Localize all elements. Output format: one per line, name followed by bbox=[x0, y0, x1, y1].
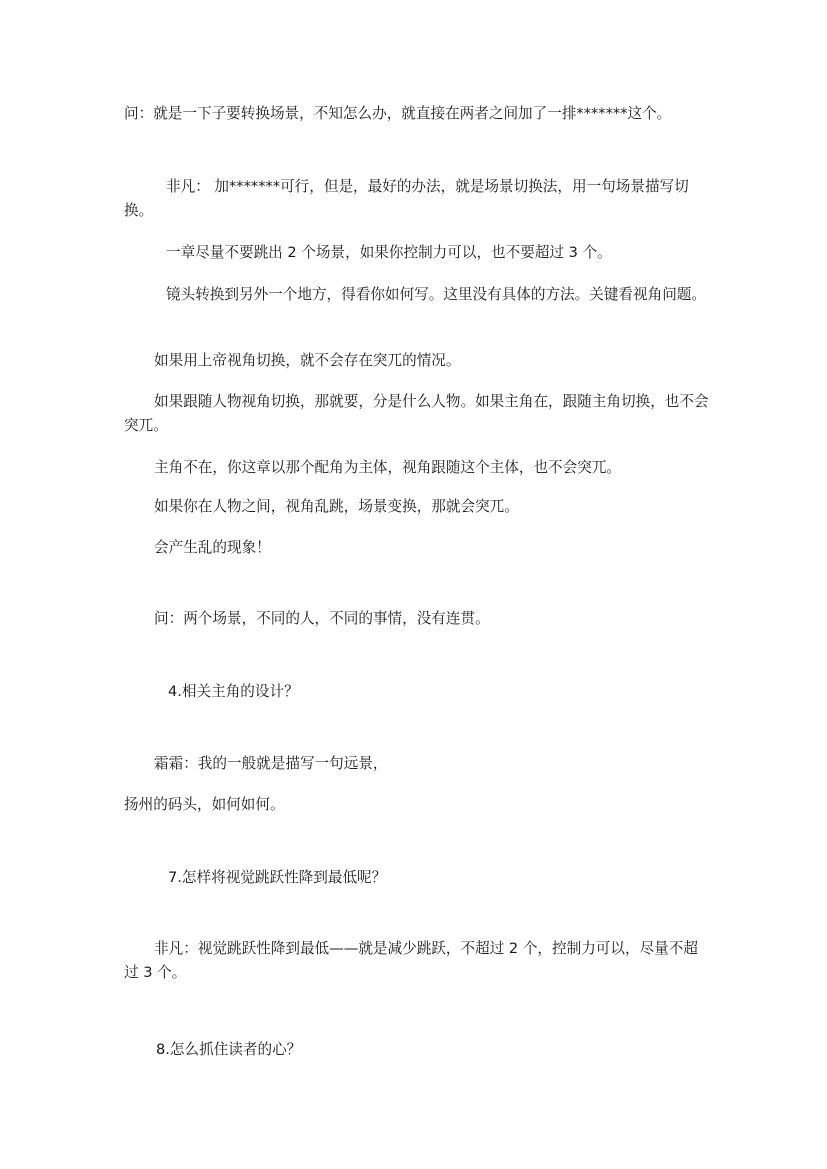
heading-protagonist-design: 4.相关主角的设计？ bbox=[168, 683, 299, 700]
paragraph-question-scene-switch: 问：就是一下子要转换场景，不知怎么办，就直接在两者之间加了一排*******这个。 bbox=[124, 105, 672, 122]
paragraph-shuangshuang: 霜霜：我的一般就是描写一句远景， bbox=[154, 755, 388, 772]
paragraph-feifan-answer: 非凡： 加*******可行，但是，最好的办法，就是场景切换法，用一句场景描写切换。 bbox=[124, 178, 689, 219]
paragraph-question-two-scenes: 问：两个场景，不同的人，不同的事情，没有连贯。 bbox=[154, 610, 490, 627]
heading-reader-heart: 8.怎么抓住读者的心？ bbox=[156, 1041, 302, 1058]
paragraph-yangzhou-dock: 扬州的码头，如何如何。 bbox=[124, 796, 285, 813]
paragraph-chaos: 会产生乱的现象！ bbox=[154, 539, 271, 556]
paragraph-jumping-view: 如果你在人物之间，视角乱跳，场景变换，那就会突兀。 bbox=[154, 498, 519, 515]
paragraph-follow-character: 如果跟随人物视角切换，那就要，分是什么人物。如果主角在，跟随主角切换，也不会突兀。 bbox=[124, 393, 709, 434]
paragraph-feifan-visual: 非凡：视觉跳跃性降到最低——就是减少跳跃，不超过 2 个，控制力可以，尽量不超过 3 个。 bbox=[124, 940, 698, 981]
paragraph-supporting-role: 主角不在，你这章以那个配角为主体，视角跟随这个主体，也不会突兀。 bbox=[154, 459, 622, 476]
paragraph-scene-limit: 一章尽量不要跳出 2 个场景，如果你控制力可以，也不要超过 3 个。 bbox=[166, 244, 612, 261]
paragraph-camera-switch: 镜头转换到另外一个地方，得看你如何写。这里没有具体的方法。关键看视角问题。 bbox=[166, 286, 706, 303]
heading-visual-jump: 7.怎样将视觉跳跃性降到最低呢？ bbox=[168, 869, 387, 886]
paragraph-god-view: 如果用上帝视角切换，就不会存在突兀的情况。 bbox=[154, 352, 461, 369]
